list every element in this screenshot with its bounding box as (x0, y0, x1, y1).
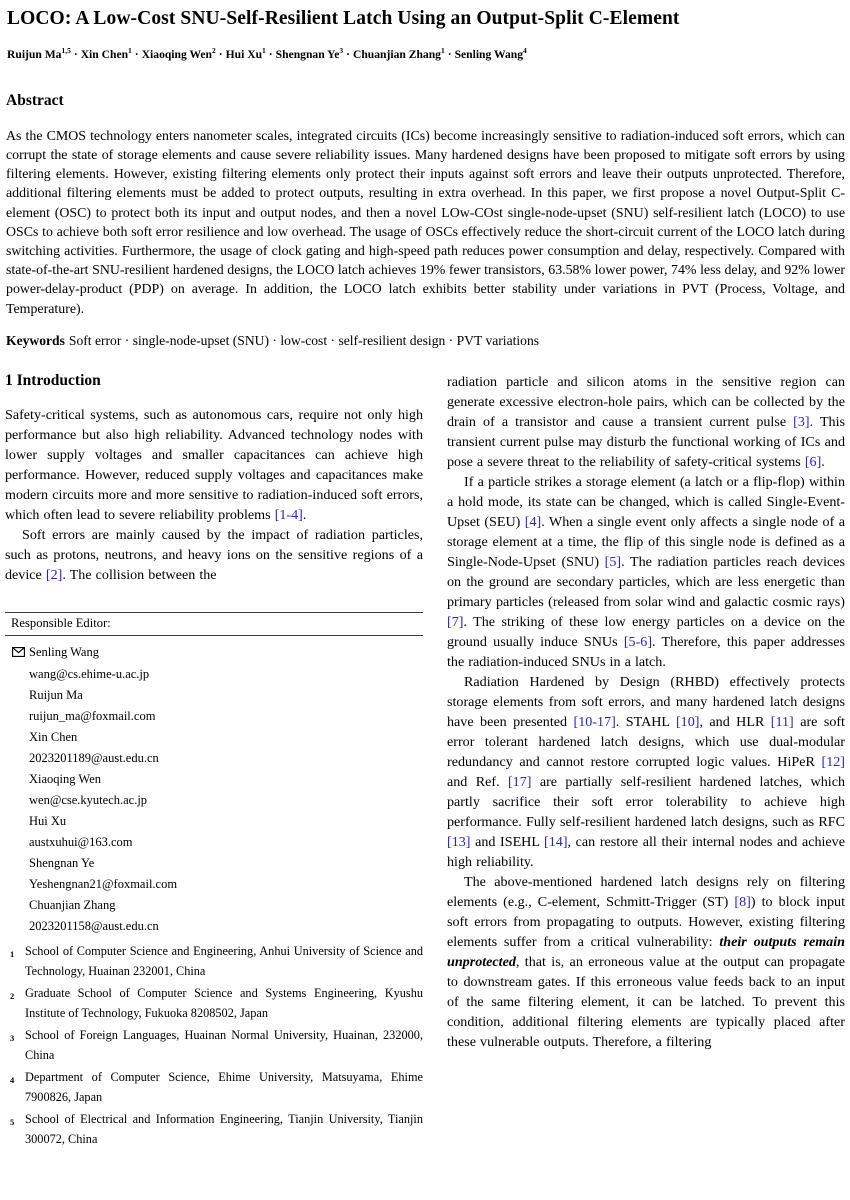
keywords-text: Soft error · single-node-upset (SNU) · low-cost · self-resilient design · PVT variations (68, 332, 540, 348)
author-line (7, 46, 845, 61)
contact-name: Hui Xu (29, 813, 67, 828)
section-heading-introduction: 1 Introduction (5, 371, 101, 389)
citation-link[interactable]: [12] (821, 753, 845, 770)
citation-link[interactable]: [13] (447, 833, 471, 850)
author: Xiaoqing Wen$^2$ (141, 46, 216, 61)
citation-link[interactable]: [4] (524, 513, 542, 530)
paragraph: If a particle strikes a storage element (a latch or a flip-flop) within a hold mode, its state can be changed, which is called Single-Event-Upset (SEU) [4]. When a single event only affects a single node of a storage element at a time, the flip of this single node is defined as a Single-Node-Upset (SNU) [5]. The radiation particles reach devices on the ground are secondary particles, which are less energetic than primary particles (released from solar wind and galactic cosmic rays) [7]. The striking of these low energy particles on a device on the ground usually induce SNUs [5-6]. Therefore, this paper addresses the radiation-induced SNUs in a latch. (447, 473, 845, 670)
citation-link[interactable]: [10] (675, 713, 700, 730)
citation-link[interactable]: [11] (770, 713, 794, 730)
two-column-body (5, 372, 845, 1150)
contact-list (5, 642, 423, 937)
author: Shengnan Ye$^3$ (275, 46, 344, 61)
citation-link[interactable]: [3] (793, 413, 810, 430)
author-separator: · (73, 47, 78, 61)
author-separator: · (447, 47, 452, 61)
envelope-icon (12, 643, 29, 664)
citation-link[interactable]: [10-17] (573, 713, 616, 730)
author: Chuanjian Zhang$^1$ (352, 46, 445, 61)
footnote-block (5, 612, 423, 1150)
citation-link[interactable]: [6] (804, 453, 822, 470)
contact-name: Xiaoqing Wen (29, 771, 102, 786)
contact-email: austxuhui@163.com (29, 834, 133, 849)
responsible-editor-label: Responsible Editor: (11, 615, 111, 630)
contact-name: Xin Chen (29, 729, 78, 744)
contact-email: wen@cse.kyutech.ac.jp (29, 792, 148, 807)
abstract-heading: Abstract (6, 91, 64, 109)
author-separator: · (134, 47, 139, 61)
contact-name: Chuanjian Zhang (29, 897, 116, 912)
keywords-label: Keywords (6, 332, 65, 348)
contact-name: Senling Wang (5, 642, 423, 664)
paragraph: The above-mentioned hardened latch designs rely on filtering elements (e.g., C-element, Schmitt-Trigger (ST) [8]) to block input soft errors from propagating to outputs. However, existing filtering elements suffer from a critical vulnerability: their outputs remain unprotected, that is, an erroneous value at the output can propagate to downstream gates. If this erroneous value feeds back to an input of the same filtering element, it can be latched. To prevent this condition, additional filtering elements are typically placed after these vulnerable outputs. Therefore, a filtering (447, 873, 846, 1050)
affiliation: 5 School of Electrical and Information Engineering, Tianjin University, Tianjin 300072, China (10, 1111, 423, 1147)
citation-link[interactable]: [17] (507, 773, 532, 790)
author-separator: · (268, 47, 273, 61)
citation-link[interactable]: [7] (447, 613, 464, 630)
citation-link[interactable]: [5-6] (623, 633, 653, 650)
citation-link[interactable]: [1-4] (274, 506, 303, 523)
affiliation: 2 Graduate School of Computer Science and Systems Engineering, Kyushu Institute of Technology, Fukuoka 8208502, Japan (10, 985, 423, 1021)
left-column (5, 372, 423, 1150)
affiliation: 4 Department of Computer Science, Ehime University, Matsuyama, Ehime 7900826, Japan (10, 1069, 423, 1105)
contact-name: Shengnan Ye (29, 855, 95, 870)
citation-link[interactable]: [8] (734, 893, 751, 910)
contact-email: 2023201158@aust.edu.cn (29, 918, 159, 933)
contact-email: wang@cs.ehime-u.ac.jp (29, 666, 150, 681)
contact-email: ruijun_ma@foxmail.com (29, 708, 156, 723)
author-separator: · (218, 47, 223, 61)
author: Ruijun Ma$^{1,5}$ (7, 46, 71, 61)
citation-link[interactable]: [5] (604, 553, 622, 570)
citation-link[interactable]: [2] (45, 566, 63, 583)
affiliation-list (5, 941, 423, 1150)
author: Xin Chen$^1$ (80, 46, 132, 61)
contact-name: Ruijun Ma (29, 687, 83, 702)
citation-link[interactable]: [14] (544, 833, 568, 850)
affiliation: 1 School of Computer Science and Engineering, Anhui University of Science and Technology, Huainan 232001, China (10, 943, 423, 979)
contact-email: 2023201189@aust.edu.cn (29, 750, 159, 765)
right-column (447, 372, 845, 1150)
author-separator: · (346, 47, 350, 61)
author: Hui Xu$^1$ (225, 46, 266, 61)
keywords-line (6, 333, 845, 349)
paragraph: radiation particle and silicon atoms in the sensitive region can generate excessive electron-hole pairs, which can be collected by the drain of a transistor and cause a transient current pulse [3]. This transient current pulse may disturb the functional working of ICs and pose a severe threat to the reliability of safety-critical systems [6]. (447, 373, 846, 470)
contact-email: Yeshengnan21@foxmail.com (29, 876, 178, 891)
footnote-rule-bottom (5, 635, 423, 636)
column-gap (423, 372, 447, 1150)
paragraph: Radiation Hardened by Design (RHBD) effectively protects storage elements from soft errors, and many hardened latch designs have been presented [10-17]. STAHL [10], and HLR [11] are soft error tolerant hardened latch designs, which use dual-modular redundancy and cannot restore corrupted logic values. HiPeR [12] and Ref. [17] are partially self-resilient hardened latches, which partly sacrifice their soft error tolerability to achieve high performance. Fully self-resilient hardened latch designs, such as RFC [13] and ISEHL [14], can restore all their internal nodes and achieve high reliability. (447, 673, 846, 870)
author: Senling Wang$^4$ (454, 46, 527, 61)
paragraph: Soft errors are mainly caused by the impact of radiation particles, such as protons, neutrons, and heavy ions on the sensitive regions of a device [2]. The collision between the (5, 526, 423, 583)
paper-title: LOCO: A Low-Cost SNU-Self-Resilient Latch Using an Output-Split C-Element (7, 8, 680, 29)
affiliation: 3 School of Foreign Languages, Huainan Normal University, Huainan, 232000, China (10, 1027, 423, 1063)
paragraph: Safety-critical systems, such as autonomous cars, require not only high performance but also high reliability. Advanced technology nodes with lower supply voltages and smaller capacitances can achieve high performance. However, reduced supply voltages and capacitances make modern circuits more and more sensitive to radiation-induced soft errors, which often lead to severe reliability problems [1-4]. (5, 406, 423, 523)
abstract-text: As the CMOS technology enters nanometer scales, integrated circuits (ICs) become increasingly sensitive to radiation-induced soft errors, which can corrupt the state of storage elements and cause severe reliability issues. Many hardened designs have been proposed to mitigate soft errors by using filtering elements. However, existing filtering elements only protect their inputs against soft errors and leave their outputs unprotected. Therefore, additional filtering elements must be added to protect outputs, resulting in extra overhead. In this paper, we first propose a novel Output-Split C-element (OSC) to protect both its input and output nodes, and then a novel LOw-COst single-node-upset (SNU) self-resilient latch (LOCO) to use OSCs to achieve both soft error resilience and low overhead. The usage of OSCs effectively reduce the short-circuit current of the LOCO latch during switching activities. Furthermore, the usage of clock gating and high-speed path reduces power consumption and delay, respectively. Compared with state-of-the-art SNU-resilient hardened designs, the LOCO latch achieves 19% fewer transistors, 63.58% lower power, 74% less delay, and 92% lower power-delay-product (PDP) on average. In addition, the LOCO latch exhibits better stability under variations in PVT (Process, Voltage, and Temperature). (6, 128, 845, 317)
